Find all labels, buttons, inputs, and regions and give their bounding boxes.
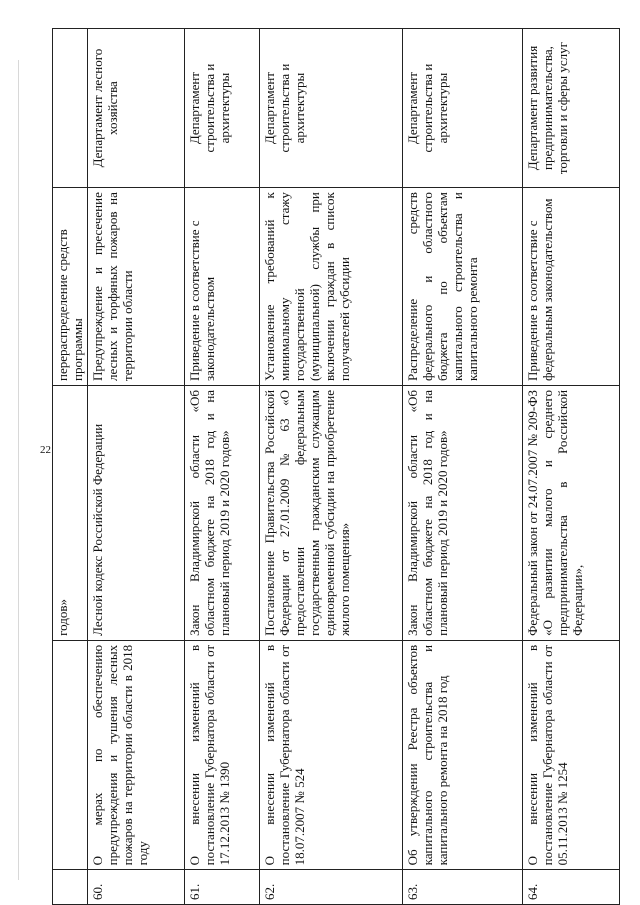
row-basis: Постановление Правительства Российской Федерации от 27.01.2009 № 63 «О предоставлении федеральным государственным гражданским служащим единовременной субсидии на приобретение жилого помещения» [260,385,402,640]
row-title: О мерах по обеспечению предупреждения и тушения лесных пожаров на территории области в 2018 году [88,640,185,869]
row-executor: Департамент развития предпринимательства, торговли и сферы услуг [522,29,619,188]
row-executor: Департамент строительства и архитектуры [185,29,260,188]
row-executor: Департамент строительства и архитектуры [402,29,522,188]
row-number: 60. [88,870,185,905]
row-basis: Закон Владимирской области «Об областном бюджете на 2018 год и на плановый период 2019 и 2020 годов» [185,385,260,640]
row-purpose: Предупреждение и пресечение лесных и торфяных пожаров на территории области [88,188,185,386]
row-purpose: Приведение в соответствие с федеральным законодательством [522,188,619,386]
table-row [260,29,402,905]
rotated-table-area [52,28,620,905]
row-title: О внесении изменений в постановление Губернатора области от 05.11.2013 № 1254 [522,640,619,869]
row-number: 62. [260,870,402,905]
table-row [185,29,260,905]
scan-edge-line [18,60,19,880]
page-number: 22 [40,444,51,456]
row-title: О внесении изменений в постановление Губернатора области от 18.07.2007 № 524 [260,640,402,869]
row-basis: Закон Владимирской области «Об областном бюджете на 2018 год и на плановый период 2019 и 2020 годов» [402,385,522,640]
cell-empty-no [53,870,88,905]
row-number: 64. [522,870,619,905]
regulatory-acts-table [52,28,620,905]
cell-empty-executor [53,29,88,188]
cell-empty-title [53,640,88,869]
row-number: 63. [402,870,522,905]
row-purpose: Установление требований к минимальному стажу государственной (муниципальной) службы при включении граждан в список получателей субсидии [260,188,402,386]
cell-basis-continued: годов» [53,385,88,640]
row-title: О внесении изменений в постановление Губернатора области от 17.12.2013 № 1390 [185,640,260,869]
row-title: Об утверждении Реестра объектов капитального строительства и капитального ремонта на 2018 год [402,640,522,869]
row-basis: Лесной кодекс Российской Федерации [88,385,185,640]
row-basis: Федеральный закон от 24.07.2007 № 209-ФЗ «О развитии малого и среднего предпринимательства в Российской Федерации», [522,385,619,640]
table-row [522,29,619,905]
row-executor: Департамент строительства и архитектуры [260,29,402,188]
table-row [402,29,522,905]
cell-purpose-continued: перераспределение средств программы [53,188,88,386]
table-row-continued [53,29,88,905]
row-purpose: Приведение в соответствие с законодательством [185,188,260,386]
table-rotated-container [52,28,620,905]
row-purpose: Распределение средств федерального и областного бюджета по объектам капитального строительства и капитального ремонта [402,188,522,386]
row-executor: Департамент лесного хозяйства [88,29,185,188]
row-number: 61. [185,870,260,905]
table-row [88,29,185,905]
